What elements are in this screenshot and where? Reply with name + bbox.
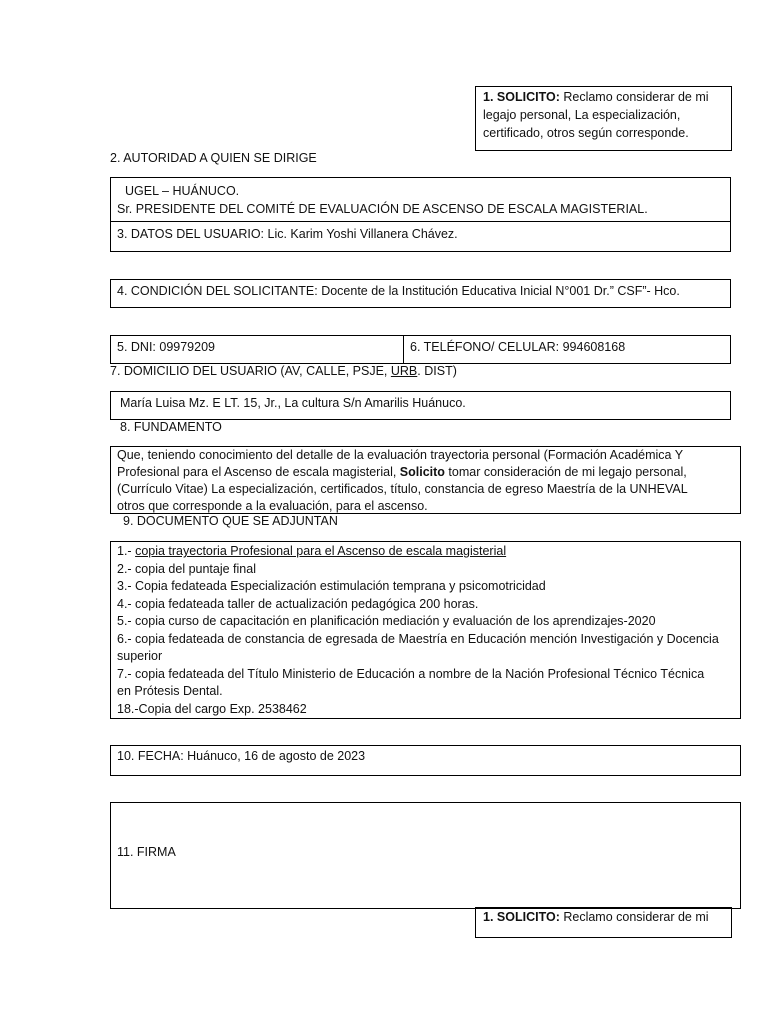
firma-label: 11. FIRMA: [117, 845, 176, 859]
firma-box: [110, 802, 741, 909]
solicito-label: 1. SOLICITO:: [483, 90, 560, 104]
solicito-repeat-text: Reclamo considerar de mi: [559, 910, 709, 924]
domicilio-heading-end: . DIST): [417, 364, 457, 378]
datos-usuario-text: 3. DATOS DEL USUARIO: Lic. Karim Yoshi Villanera Chávez.: [117, 227, 458, 241]
fundamento-line-4: otros que corresponde a la evaluación, para el ascenso.: [117, 499, 428, 513]
documentos-box: [110, 541, 741, 719]
autoridad-line-2: Sr. PRESIDENTE DEL COMITÉ DE EVALUACIÓN DE ASCENSO DE ESCALA MAGISTERIAL.: [117, 202, 648, 216]
datos-usuario-box: [110, 221, 731, 252]
telefono-text: 6. TELÉFONO/ CELULAR: 994608168: [410, 340, 626, 354]
domicilio-box: [110, 391, 731, 420]
autoridad-line-1: UGEL – HUÁNUCO.: [125, 184, 240, 198]
domicilio-heading-start: 7. DOMICILIO DEL USUARIO (AV, CALLE, PSJE,: [110, 364, 391, 378]
solicito-line-1: [483, 88, 724, 106]
documento-item: 5.- copia curso de capacitación en planificación mediación y evaluación de los aprendizajes-2020: [117, 614, 656, 628]
documento-item: superior: [117, 649, 163, 663]
dni-text: 5. DNI: 09979209: [117, 340, 215, 354]
solicito-box: [475, 86, 732, 151]
solicito-repeat-line: [483, 908, 724, 926]
fundamento-line-1: Que, teniendo conocimiento del detalle de la evaluación trayectoria personal (Formación Académica Y: [117, 448, 684, 462]
fecha-box: [110, 745, 741, 776]
autoridad-box: [110, 177, 731, 222]
fundamento-line-2: [117, 464, 734, 481]
fundamento-line-2-end: tomar consideración de mi legajo personal,: [444, 465, 687, 479]
fundamento-box: [110, 446, 741, 514]
documento-item: 4.- copia fedateada taller de actualización pedagógica 200 horas.: [117, 596, 479, 611]
documento-item-1-prefix: 1.-: [117, 544, 136, 558]
condicion-text: 4. CONDICIÓN DEL SOLICITANTE: Docente de la Institución Educativa Inicial N°001 Dr.” CSF”- Hco.: [117, 284, 680, 298]
documento-item-1-link[interactable]: copia trayectoria Profesional para el Ascenso de escala magisterial: [135, 544, 507, 558]
solicito-box-repeat: [475, 907, 732, 938]
documentos-heading: 9. DOCUMENTO QUE SE ADJUNTAN: [123, 514, 338, 528]
domicilio-heading: [110, 364, 457, 378]
fecha-text: 10. FECHA: Huánuco, 16 de agosto de 2023: [117, 749, 366, 763]
solicito-line-3: certificado, otros según corresponde.: [483, 126, 689, 140]
fundamento-line-2-start: Profesional para el Ascenso de escala magisterial,: [117, 465, 400, 479]
documento-item: 3.- Copia fedateada Especialización estimulación temprana y psicomotricidad: [117, 579, 546, 593]
fundamento-heading: 8. FUNDAMENTO: [120, 420, 222, 434]
domicilio-value: María Luisa Mz. E LT. 15, Jr., La cultura S/n Amarilis Huánuco.: [120, 396, 466, 410]
telefono-cell: [404, 336, 730, 363]
fundamento-solicito: Solicito: [399, 465, 445, 479]
solicito-text-1: Reclamo considerar de mi: [559, 90, 709, 104]
documento-item: en Prótesis Dental.: [117, 684, 223, 698]
solicito-line-2: legajo personal, La especialización,: [483, 108, 681, 122]
autoridad-heading: 2. AUTORIDAD A QUIEN SE DIRIGE: [110, 151, 317, 165]
condicion-box: [110, 279, 731, 308]
documento-item: 18.-Copia del cargo Exp. 2538462: [117, 701, 307, 716]
dni-cell: [111, 336, 404, 363]
dni-telefono-box: [110, 335, 731, 364]
documento-item-1: [117, 543, 734, 561]
domicilio-heading-urb: URB: [390, 364, 418, 378]
fundamento-line-3: (Currículo Vitae) La especialización, certificados, título, constancia de egreso Maestría de la UNHEVAL: [117, 482, 688, 496]
documento-item: 6.- copia fedateada de constancia de egresada de Maestría en Educación mención Investigación y Docencia: [117, 631, 719, 646]
documento-item: 2.- copia del puntaje final: [117, 561, 256, 576]
documento-item: 7.- copia fedateada del Título Ministerio de Educación a nombre de la Nación Profesional Técnico Técnica: [117, 666, 705, 681]
solicito-repeat-label: 1. SOLICITO:: [483, 910, 560, 924]
